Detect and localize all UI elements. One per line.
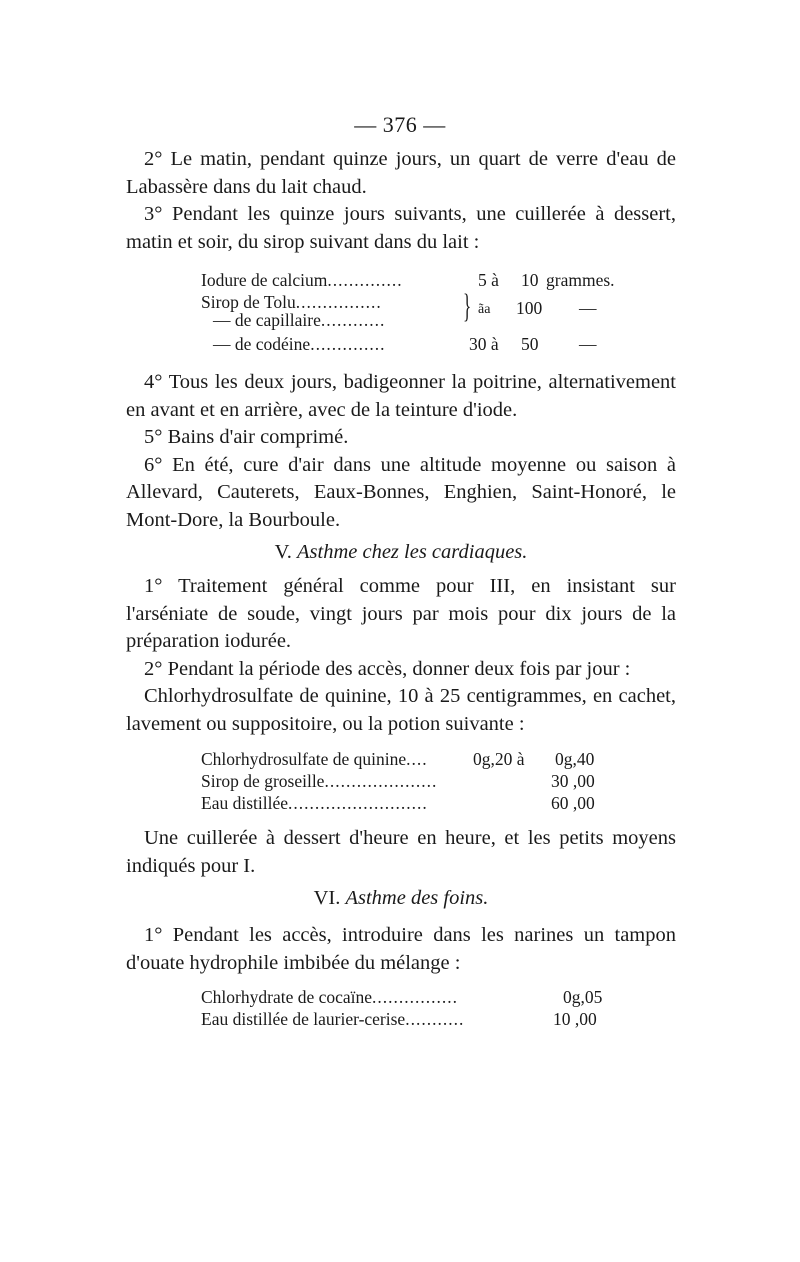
paragraph-v2: 2° Pendant la période des accès, donner deux fois par jour : <box>144 657 631 680</box>
section-v-end <box>126 825 676 880</box>
paragraph-3: 3° Pendant les quinze jours suivants, une cuillerée à dessert, matin et soir, du sirop suivant dans du lait : <box>126 203 676 253</box>
recipe-row: Sirop de groseille..................... 30 ,00 <box>201 771 595 791</box>
paragraph-v3: Chlorhydrosulfate de quinine, 10 à 25 centigrammes, en cachet, lavement ou suppositoire, ou la potion suivante : <box>126 685 676 735</box>
section-v <box>126 573 676 738</box>
paragraph-6: 6° En été, cure d'air dans une altitude moyenne ou saison à Allevard, Cauterets, Eaux-Bonnes, Enghien, Saint-Honoré, le Mont-Dore, la Bourboule. <box>126 453 676 531</box>
heading-vi: VI. Asthme des foins. <box>313 887 489 909</box>
recipe-nasal <box>201 986 621 1030</box>
paragraph-v1: 1° Traitement général comme pour III, en insistant sur l'arséniate de soude, vingt jours par mois pour dix jours de la préparation iodurée. <box>126 575 676 652</box>
recipe-row: Sirop de Tolu................ <box>201 292 382 312</box>
recipe-row: Chlorhydrate de cocaïne................ 0g,05 <box>201 987 603 1007</box>
paragraph-v4: Une cuillerée à dessert d'heure en heure, et les petits moyens indiqués pour I. <box>126 827 676 877</box>
paragraph-5: 5° Bains d'air comprimé. <box>144 426 349 448</box>
recipe-potion <box>201 748 621 814</box>
recipe-row: — de capillaire............ <box>213 310 386 330</box>
paragraph-vi1: 1° Pendant les accès, introduire dans les narines un tampon d'ouate hydrophile imbibée du mélange : <box>126 924 676 974</box>
section-intro <box>126 146 676 256</box>
recipe-syrup: Iodure de calcium.............. 5 à 10 grammes. Sirop de Tolu................ — de capillaire............ } ãa 100 — — de codéine.............. 30 à 50 — <box>201 269 641 355</box>
recipe-row: — de codéine.............. 30 à 50 — <box>213 334 597 354</box>
recipe-row: Eau distillée de laurier-cerise........... 10 ,00 <box>201 1009 597 1029</box>
heading-v: V. Asthme chez les cardiaques. <box>274 541 528 563</box>
paragraph-2: 2° Le matin, pendant quinze jours, un quart de verre d'eau de Labassère dans du lait chaud. <box>126 148 676 198</box>
section-vi <box>126 922 676 977</box>
section-treatment <box>126 369 676 534</box>
page-number: — 376 — <box>354 112 446 137</box>
recipe-row: Chlorhydrosulfate de quinine.... 0g,20 à 0g,40 <box>201 749 595 769</box>
recipe-row: Eau distillée.......................... 60 ,00 <box>201 793 595 813</box>
brace: } <box>463 288 472 325</box>
recipe-row: Iodure de calcium.............. 5 à 10 grammes. <box>201 270 615 290</box>
paragraph-4: 4° Tous les deux jours, badigeonner la poitrine, alternativement en avant et en arrière, avec de la teinture d'iode. <box>126 371 676 421</box>
